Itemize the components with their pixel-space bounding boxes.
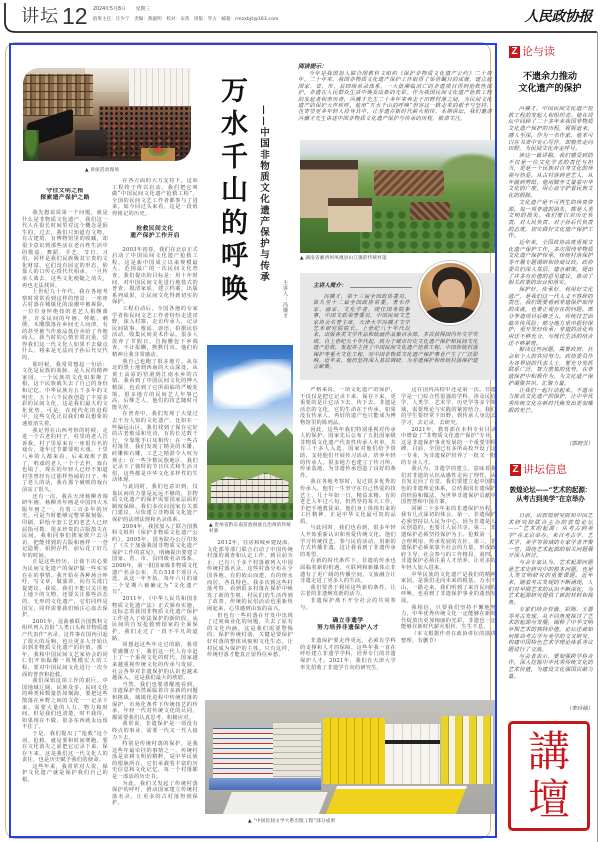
paragraph: 我认为，非遗学的建立，意味着我们对非遗的认识从感性走向了理性，从自发走向了自觉。我们要建立起中国特色的非遗理论体系，总结我国非遗保护的经验和做法，为世界非遗保护贡献中国智慧和中国方案。 bbox=[401, 466, 496, 506]
paragraph: 与此同时，我们也看到，很多年轻人开始重新认识和喜爱传统文化。他们学习传统技艺，参与民俗活动，用新的方式传播非遗，这让我看到了非遗传承的希望。 bbox=[300, 525, 396, 558]
paragraph: 在新的时代条件下，非遗的传承也面临着新的机遇。互联网和新媒体让非遗有了更广阔的传播空间，文旅融合让非遗走进了更多人的生活。 bbox=[300, 558, 396, 585]
paragraph: 于是，我们提出了“抢救”这个词。抢救，就是要和时间赛跑，要在文化消失之前把它记录下来、保存下来。这是我们这一代文化人的责任，也是历史赋予我们的使命。 bbox=[22, 730, 108, 764]
column-badge: Z bbox=[509, 46, 520, 58]
lecture-seal-logo bbox=[508, 721, 590, 831]
paragraph: 解决这些问题，需要政府、社会和个人的共同努力。政协委员作为各界别的代表人士，要充分发挥联系广泛、智力密集的优势，在非遗保护中积极作为，为文化遗产保护凝聚共识、汇聚力量。 bbox=[508, 347, 593, 387]
paragraph: 我在各地考察时，见过很多优秀的传承人。他们一生坚守在自己热爱的技艺上，几十年如一日，精益求精。有的老艺人年过八旬，仍然坚持每天工作，手把手地教徒弟。他们身上体现出来的工匠精神，正是中华文化最可贵的品质。 bbox=[300, 479, 396, 525]
paragraph: 日前，由敦煌研究院和中国艺术研究院联合主办的敦煌论坛——“艺术的起源：从考古到美学”在北京举办。来自考古学、艺术学、美学等领域的专家学者齐聚一堂，围绕艺术起源的相关问题展开深入研讨。 bbox=[508, 513, 593, 560]
paragraph: 2011年，《中华人民共和国非物质文化遗产法》正式颁布实施，这标志着我国非物质文化遗产保护工作进入了依法保护的新阶段。从民间的自发抢救到国家的全面保护，我们走过了一段不平凡的道路。 bbox=[112, 596, 198, 642]
paragraph: 2003年初春，我们在北京正式启动了中国民间文化遗产抢救工程。这是新中国成立以来规模最大、范围最广的一次民间文化普查。我们提出的目标是：用十年时间，对中国民间文化进行地毯式的普查，摸清家底，建立档案，出版系列成果，让民间文化得到切实的保护。 bbox=[112, 246, 198, 306]
heading-line: 确立非遗学 bbox=[332, 618, 364, 625]
paragraph: 我们深知这项工作的艰巨。中国地域辽阔，民族众多，民间文化的种类和数量浩如烟海。要把这些散落在乡野之间的文化一一记录下来，需要大量的人力、物力和时间。但是我们也清楚，时不我待，如果现在不做，很多东西就永远留不住了。 bbox=[22, 678, 108, 731]
photo-caption: ▲ 贵州省黔东南苗族侗族自治州的传统村寨 bbox=[209, 523, 292, 534]
paragraph: 专家们结合岩画、彩陶、玉器等考古发现，从不同角度探讨了艺术的起源与发展，阐释了中华文明早期艺术的独特价值。论坛还就如何推动考古学与美学的交叉研究、构建中国特色艺术学理论体系等议题进行了交流。 bbox=[508, 606, 593, 654]
speaker-profile-text: 冯骥才，第十三届全国政协委员，第九至十二届全国政协常委，著名作家、画家、文化学者。现任国务院参事，中国文联荣誉委员，中国民间文艺家协会名誉主席，天津大学冯骥才文学艺术研究院院长。上世纪八十年代以来，出版各类文学作品和绘画作品集百余部，多次获得国内外文学奖项。自上世纪九十年代起，致力于城市历史文化遗产保护和民间文化遗产抢救，发起并主持了中国民间文化遗产抢救工程、中国传统村落保护等重大文化工程，对中国非物质文化遗产保护事业产生了广泛影响。近年来，他仍坚持深入基层调研，为非遗保护和传统村落保护建言献策。 bbox=[313, 294, 478, 371]
paragraph: 回顾二十多年来的非遗保护历程，我有几点深切的体会。第一，非遗保护必须坚持以人民为中心，因为非遗是人民创造的，也要让人民共享。第二，非遗保护必须坚持保护为主、抢救第一，合理利用、传承发展的方针。第三，非遗保护必须依靠全社会的力量，形成政府主导、社会参与的工作格局。第四，非遗保护必须注重人才培养，让更多的年轻人加入进来。 bbox=[401, 505, 496, 572]
heading-line: 遗产保护工作开启 bbox=[130, 232, 180, 239]
editorial-staff: 值班主任：汪少宁 责编：熊毅明 校对：宋茜 排版：罗占 邮箱：rmzxbjt@163.com bbox=[93, 17, 279, 22]
paragraph: 为此，我们又发起了传统村落保护的呼吁，推动国家建立传统村落名录，让更多的古村落得到保护。 bbox=[112, 780, 198, 807]
news-title bbox=[504, 486, 597, 504]
article-title: 万水千山的呼唤 bbox=[216, 76, 247, 307]
paragraph: 回想起这些年走过的路，我常常感慨万千。我们这一代人有幸赶上了一个重视文化的时代，国家越来越重视传统文化的传承与发展，社会各界对非遗保护的认识也越来越深入。这是我们最大的欣慰。 bbox=[112, 642, 198, 682]
date: 2024年5月8日 bbox=[93, 7, 126, 12]
header-rule bbox=[0, 0, 600, 40]
title-line: 从考古到美学”在京举办 bbox=[516, 495, 585, 503]
paragraph: 当然，我们也要清醒地看到，非遗保护仍然面临着许多新的问题和挑战。城镇化进程中传统村落的保护，市场化条件下传统技艺的传承，年轻一代对传统文化的认同，都需要我们认真思考、积极应对。 bbox=[112, 681, 198, 721]
paragraph: 因此，这些年我们特别重视对传承人的保护。国家先后公布了五批国家级非物质文化遗产代表性传承人名单，共有三千多人入选。国家对他们给予资助，支持他们开展传习活动，培养年轻的传承人。很多地方也建立了传习所、传承基地，为非遗传承创造了良好的条件。 bbox=[300, 426, 396, 479]
heading-line: 守住文明之根 bbox=[46, 188, 84, 194]
paragraph: 我先想说说第一个问题，就是什么是非物质文化遗产。我们这一代人在很长时间里对这个概念是陌生的。过去，我们只知道有文物，有古建筑，有博物馆里的收藏，却很少意识到那些活在老百姓生活中的歌谣、舞蹈、手艺、节日、习俗，同样是我们民族极其宝贵的文化财富。它们没有固定的形态，依靠人的口传心授代代相承，一旦传承人离去，这些文化便随之消失，再也无法找回。 bbox=[22, 210, 108, 289]
title-line: 不遗余力推动 bbox=[522, 72, 577, 82]
photo-caption: ▲ 讲座活动现场 bbox=[85, 168, 120, 173]
paragraph: 在各方面的大力支持下，这项工程终于得以启动。我们把它叫做“中国民间文化遗产抢救工程”，全国的民间文艺工作者都参与了进来。如今回过头来看，这是一段值得铭记的历史。 bbox=[112, 178, 198, 217]
page-edge-rule bbox=[597, 32, 598, 842]
review-title bbox=[504, 71, 596, 95]
paragraph: 在普查中，我们发现了大量过去不为人知的文化遗产。比如在一些偏远山区，我们找到了保存完好的古老歌谣和史诗，有的长达数千行，全靠歌手口耳相传；在一些古村落里，我们发现了精美的木雕、砖雕和石雕，工艺之精湛令人叹为观止；在一些少数民族地区，我们记录下了独特的节日仪式和生活习俗，这些都是中华文化多样性的生动体现。 bbox=[112, 411, 198, 484]
paragraph: 与会者表示，要加强跨学科合作，深入挖掘中华优秀传统文化的艺术价值，为建设文化强国贡献力量。 bbox=[508, 653, 593, 680]
title-line: 文化遗产的保护 bbox=[518, 84, 582, 94]
paragraph: 冯骥才，中国民间文化遗产抢救工程的发起人和组织者。他在讲坛中回顾了二十多年来我国非物质文化遗产保护的历程，娓娓道来，感人至深。作为一名作家，他本可以在书斋中安心写作，却毅然走向田野，为民间文化奔走呼号。 bbox=[508, 106, 593, 153]
issue-date bbox=[93, 7, 150, 13]
review-body bbox=[508, 106, 593, 440]
heading-line: 努力培养非遗保护人才 bbox=[317, 625, 379, 632]
reading-tip-text: 今年是我国加入联合国教科文组织《保护非物质文化遗产公约》二十周年。二十年来，我国非物质文化遗产保护工作取得了举世瞩目的成就，建立起国家、省、市、县四级名录体系，一大批濒临消亡的非遗项目得到抢救性保护，非遗在人民群众生活中焕发出新的光彩。作为我国民间文化遗产抢救工程的发起者和亲历者，冯骥才先生二十多年来奔走于田野村落之间，为民间文化遗产的保护大声疾呼。他用“万水千山的呼唤”形容这一路走来的艰辛与坚持，也寄望更多年轻人投身其中，让非遗在新时代薪火相传。本期讲坛，我们邀请冯骥才先生讲述中国非物质文化遗产保护与传承的历程，敬请关注。 bbox=[298, 71, 492, 122]
newspaper-logo: 人民政协报 bbox=[524, 9, 592, 25]
photo-caption: ▲ 湖南省湘西州凤凰县山江镇的传统村落 bbox=[300, 256, 387, 261]
paragraph: 上世纪九十年代，我在各地考察时常常看到这样的情景：一座座古村落在城镇化的浪潮中被拆除，一位位身怀绝技的老艺人相继离世，许多民间的年画、剪纸、刺绣、木雕散落在乡间无人问津，有的甚至被当作废品低价卖给了外地商人。我当时的心情非常沉重，觉得我们这一代文化人如果不去做点什么，将来是无法向子孙后代交代的。 bbox=[22, 289, 108, 362]
column-body bbox=[508, 106, 593, 414]
paragraph: 正是这些经历，让我下决心要为民间文化遗产的保护做一些实实在在的事情。我开始在各种场合呼吁，写文章，做演讲，向有关部门提建议。我说，我们不能只关注地上地下的文物，还要关注那些活态的、无形的文化遗产，它们同样是国宝，同样需要我们倾注心血去保护。 bbox=[22, 559, 108, 619]
paragraph: 严格来说，一项文化遗产的保护，不仅仅是把它记录下来、保存下来，更重要的是让它活下去、传下去。非遗是活态的文化，它的生命在于传承。如果没有传承人，再好的遗产也只能成为博物馆里的陈列品。 bbox=[300, 387, 396, 426]
paragraph: 与会专家认为，艺术起源问题是艺术史研究中的根本问题，也是人类文明研究的重要课题。近年来，随着考古发现的不断涌现，人们对早期艺术的认识不断深化，为艺术起源研究提供了新的材料和视角。 bbox=[508, 559, 593, 607]
review-author: （郭晓雪） bbox=[566, 441, 593, 447]
paragraph: 非遗保护离不开全社会的共同参与。 bbox=[300, 598, 396, 611]
paragraph: 让我们一起行动起来，不遗余力推动文化遗产的保护，让中华优秀传统文化在新时代焕发出更加耀眼的光芒。 bbox=[508, 387, 593, 414]
paragraph: 读这一篇讲稿，我们感受到的不仅是一位文化学者的责任与担当，更是一个民族对自身文化的珍视与热爱。从古村落到老艺人，从年画到剪纸，他用脚步丈量着中华文化的广度，用心血守护着民族文化的根脉。 bbox=[508, 152, 593, 200]
photo-caption: ▲ “中国民间文学大系出版工程”部分成果 bbox=[248, 819, 336, 824]
column-label: 讲坛信息 bbox=[523, 463, 567, 476]
title-line: 敦煌论坛——“艺术的起源： bbox=[509, 486, 592, 494]
paragraph: 工程启动后，全国各地的专家学者和民间文艺工作者纷纷走进田野，深入村寨，走访传承人，记录民间故事、歌谣、谚语，拍摄民俗活动，收集民间美术作品。很多人放弃了节假日，自掏腰包下乡调查，不计报酬，默默付出。他们的精神让我非常感动。 bbox=[112, 305, 198, 359]
column-label: 论与读 bbox=[522, 45, 555, 58]
page-number: 12 bbox=[62, 3, 88, 29]
weekday: 星期三 bbox=[135, 7, 151, 12]
seal-char: 壇 bbox=[527, 775, 570, 824]
paragraph: 但也有一些村落在开发中出现了过度商业化的问题，失去了原有的文化内涵，这是我们需要警惕的。保护传统村落，关键是要保护好村落的整体风貌和文化生态，让村民成为保护的主体。只有这样，传统村落才能真正留得住乡愁。 bbox=[207, 612, 293, 659]
byline: 主讲人：冯骥才 bbox=[282, 280, 288, 319]
paragraph: 特别是传统村落的保护，是我这些年最牵挂的事情之一。传统村落是农耕文明的精粹，是中华民族的根脉所在，它们承载着丰富的历史信息和文化记忆，每一个村落都是一部活的历史书。 bbox=[112, 741, 198, 781]
paragraph: 那时候，我常常想起一句话：文化是民族的血脉，是人民的精神家园。一个民族的文化如果断了根，这个民族就失去了自己的身份和记忆。中华民族有五千多年的文明史，五十六个民族创造了丰富多彩的民间文化，这是我们最大的文化优势。可是，在现代化的进程中，这些文化正以我们难以想象的速度消失着。 bbox=[22, 361, 108, 427]
paragraph: 我记得在山西考察的时候，走进一个古老的村子，村里的老人告诉我，村子里原来有一座很有名的戏台，逢年过节都要唱大戏，十里八乡的人都来看。后来戏班子散了，唱戏的老人一个个去世，戏台也塌了，现在的年轻人已经不知道村里曾经有过那样热闹的日子。听了老人的话，我在那个破败的戏台前站了很久。 bbox=[22, 427, 108, 493]
paragraph: 2021年，教育部在本科专业目录中增设了“非物质文化遗产保护”专业，这是非遗保护事业发展的一个重要里程碑。目前，全国已有多所高校开设了这一专业，为非遗保护培养了一批又一批的专业人才。 bbox=[401, 426, 496, 466]
reading-tip-label: 阅读提示： bbox=[298, 64, 327, 70]
paragraph: 这在国内高校中还是第一次。非遗学是一门综合性很强的学科，涉及民俗学、人类学、艺术学、历史学等多个领域，需要理论与实践的紧密结合。我们的学生要经常下田野，到传承人身边去学习，去记录，去研究。 bbox=[401, 387, 496, 426]
paragraph: （本文根据作者在政协讲坛的演讲整理，有删节） bbox=[401, 630, 496, 644]
selection-highlight bbox=[9, 43, 497, 838]
column-body bbox=[508, 513, 593, 681]
paragraph: 这些年来，我常常对人说，保护文化遗产就是保护我们自己的根。 bbox=[22, 763, 108, 784]
paragraph: 非遗保护要走得更远，必须有学科的支撑和人才的保障。这些年我一直在呼吁建立非遗学学科，培养专门的非遗保护人才。2021年，我们在天津大学率先招收了非遗学方向的研究生， bbox=[300, 638, 396, 671]
section-name: 讲坛 bbox=[21, 6, 59, 27]
news-author: （李玲娣） bbox=[566, 706, 593, 712]
paragraph: 还有一次，我在天津杨柳青调研年画。杨柳青年画是中国四大木版年画之一，有着三百多年的历史。可是当时能够完整掌握刻版、印刷、彩绘全套工艺的老艺人已经屈指可数，很多珍贵的古版散失在民间。我和同事们挨家挨户去寻访，把能找到的古版和画样一一登记造册、拍照存档，前后花了好几年的时间。 bbox=[22, 493, 108, 559]
speaker-profile-label: 主讲人简介： bbox=[313, 283, 347, 289]
paragraph: 2004年，我国加入了联合国教科文组织《保护非物质文化遗产公约》。2005年，国务院办公厅印发了《关于加强我国非物质文化遗产保护工作的意见》，明确提出要建立国家、省、市、县四级名录体系。2006年，第一批国家级非物质文化遗产名录公布，共有518个项目入选。从这一年开始，每年六月的第二个星期六被确定为“文化遗产日”。 bbox=[112, 523, 198, 596]
article-subtitle: ——中国非物质文化遗产保护与传承 bbox=[258, 105, 269, 283]
paragraph: 近年来，全国政协高度重视文化遗产保护工作，多次围绕非物质文化遗产保护传承、传统村落保护等开展专题调研和协商议政。政协委员们深入基层、建言献策，提出了许多有价值的意见建议，推动了相关政策的出台和落实。 bbox=[508, 240, 593, 287]
heading-line: 抢救民间文化 bbox=[136, 225, 174, 232]
paragraph: 我自己也跑了很多地方。从东北的黑土地到西南的大山深处，从黄土高原的窑洞到江南水乡的古镇，我看到了中国民间文化的博大精深，也看到了它所面临的严峻处境。很多地方的民间艺人年事已高，后继乏人，他们的技艺随时可能失传。 bbox=[112, 358, 198, 411]
paragraph: 2012年，住房和城乡建设部、文化部等部门联合启动了中国传统村落的调查和认定工作，到目前为止，已有八千多个村落被列入中国传统村落名录。这些村落分布在全国各地，有的依山而建，有的傍水而居，各具特色。我多次到这些村落考察，看到很多村落在保护中焕发了新的生机，村民们的生活得到了改善，传统的民俗活动也重新热闹起来，心里感到由衷的高兴。 bbox=[207, 540, 293, 612]
heading-line: 探索遗产保护之路 bbox=[40, 195, 90, 201]
paragraph: 保护好、传承好、利用好文化遗产，是我们这一代人义不容辞的责任。我们既要看到非遗保护取得的成就，也要正视存在的问题。部分非遗项目后继乏人，传统技艺面临失传风险；部分地方重申报轻保护，重开发轻传承；非遗的活化利用还不够充分，与现代生活的结合还不够紧密。 bbox=[508, 286, 593, 347]
paragraph: 我们要善于利用这些新的条件，让古老的非遗焕发新的活力。 bbox=[300, 584, 396, 598]
seal-char: 講 bbox=[527, 727, 570, 776]
paragraph: 与此同时，我们也意识到，仅靠民间的力量是远远不够的，非物质文化遗产的保护需要国家层面的制度保障。我们多次向国家有关部门建议，尽快建立非物质文化遗产保护的法律法规和名录体系。 bbox=[112, 483, 198, 523]
paragraph: 文化遗产是不可再生的珍贵资源。每一项非遗的消失，都是人类文明的损失。我们要以对历史负责、对人民负责、对子孙后代负责的态度，切实做好文化遗产保护工作。 bbox=[508, 199, 593, 240]
paragraph: 2001年，昆曲被联合国教科文组织列入首批“人类口头和非物质遗产代表作”名录，这件事在国内引起了很大的反响，也让更多人开始认识到非物质文化遗产的价值。那一年，我和中国民间文艺家协会的同仁们开始酝酿一项规模宏大的工程，要对中国民间文化进行一次全面的普查和抢救。 bbox=[22, 618, 108, 678]
paragraph: 中华民族的文化遗产是我们的精神家园，是我们走向未来的根基。万水千山，一路走来，我们听到了来自民间的呼唤，也看到了非遗保护事业的蓬勃发展。 bbox=[401, 571, 496, 604]
paragraph: 我相信，只要我们坚持不懈地努力，中华优秀传统文化一定能够在新时代绽放出更加绚丽的光彩，非遗也一定能够在新时代薪火相传、生生不息。 bbox=[401, 604, 496, 631]
paragraph: 我常说，非遗保护是一项没有终点的事业，需要一代又一代人接力下去。 bbox=[112, 721, 198, 741]
column-badge: Z bbox=[510, 464, 521, 476]
news-body bbox=[508, 513, 593, 707]
